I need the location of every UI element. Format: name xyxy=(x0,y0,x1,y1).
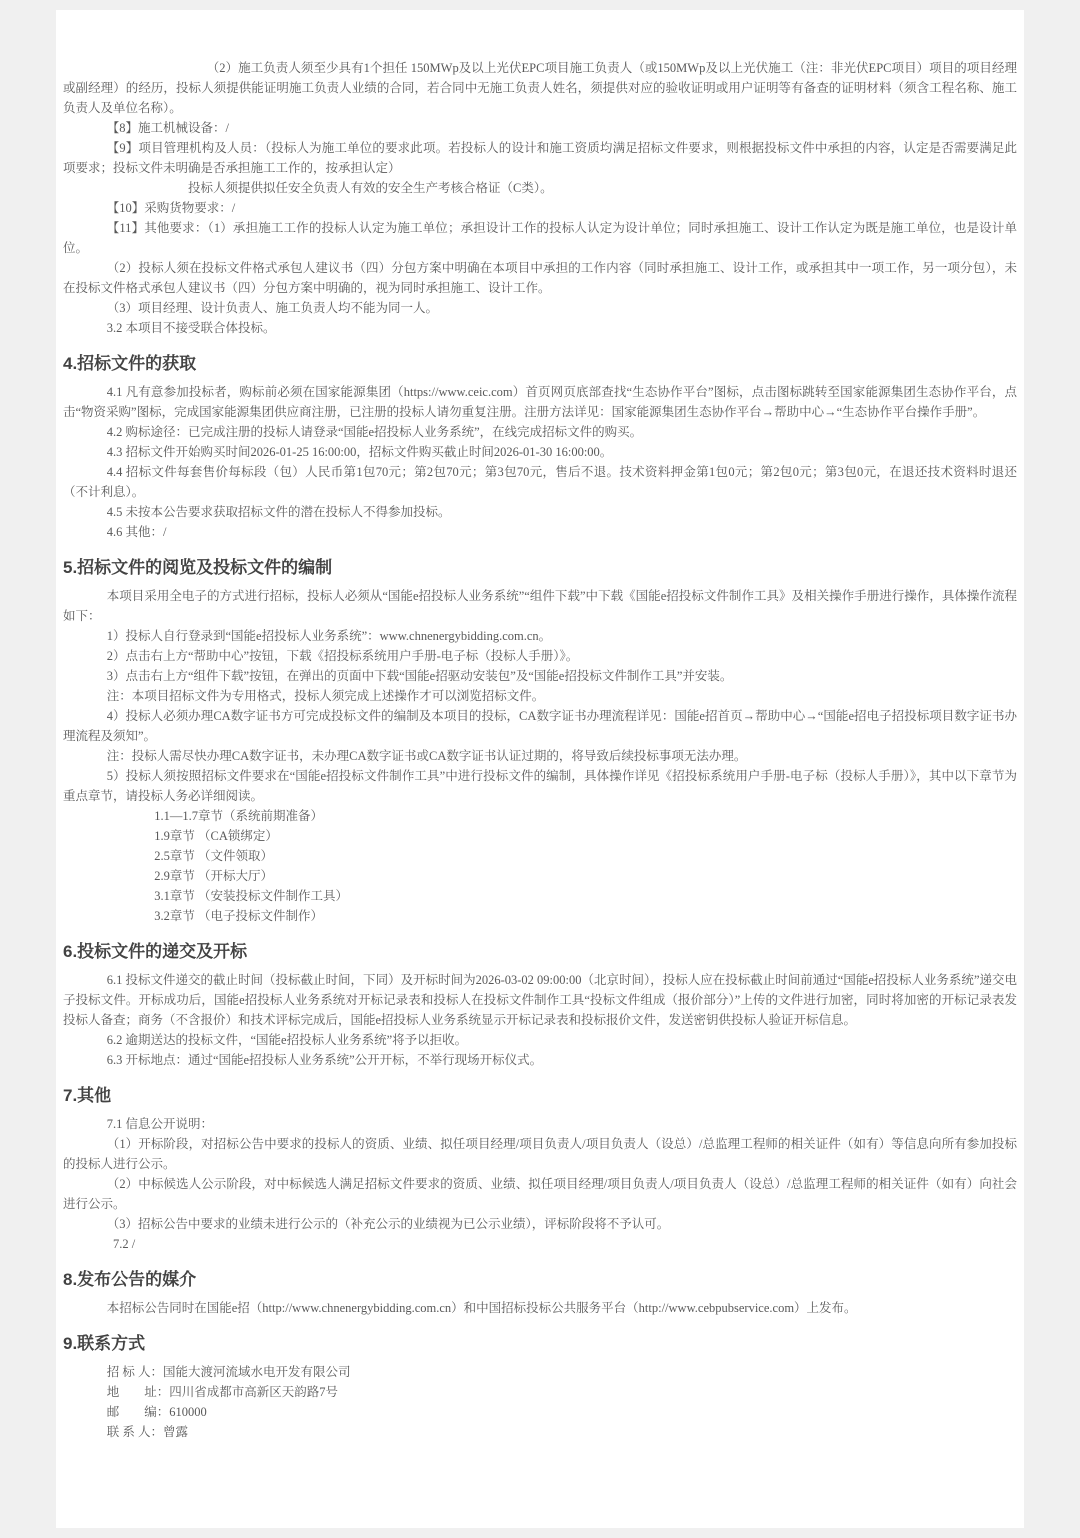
paragraph: 4.3 招标文件开始购买时间2026-01-25 16:00:00，招标文件购买截止时间2026-01-30 16:00:00。 xyxy=(106,445,613,459)
paragraph: 联 系 人：曾露 xyxy=(106,1425,189,1439)
paragraph: 6.2 逾期送达的投标文件，“国能e招投标人业务系统”将予以拒收。 xyxy=(106,1033,468,1047)
paragraph: （2）中标候选人公示阶段，对中标候选人满足招标文件要求的资质、业绩、拟任项目经理/项目负责人/项目负责人（设总）/总监理工程师的相关证件（如有）向社会进行公示。 xyxy=(63,1177,1017,1211)
paragraph: 4.1 凡有意参加投标者，购标前必须在国家能源集团（https://www.ceic.com）首页网页底部查找“生态协作平台”图标，点击图标跳转至国家能源集团生态协作平台，点击“物资采购”图标，完成国家能源集团供应商注册，已注册的投标人请勿重复注册。注册方法详见：国家能源集团生态协作平台→帮助中心→“生态协作平台操作手册”。 xyxy=(63,385,1017,419)
paragraph: 邮 编：610000 xyxy=(106,1405,207,1419)
section-heading: 6.投标文件的递交及开标 xyxy=(63,942,248,961)
paragraph: 4）投标人必须办理CA数字证书方可完成投标文件的编制及本项目的投标，CA数字证书办理流程详见：国能e招首页→帮助中心→“国能e招电子招投标项目数字证书办理流程及须知”。 xyxy=(63,709,1017,743)
paragraph: （3）招标公告中要求的业绩未进行公示的（补充公示的业绩视为已公示业绩），评标阶段将不予认可。 xyxy=(106,1217,670,1231)
paragraph: 4.5 未按本公告要求获取招标文件的潜在投标人不得参加投标。 xyxy=(106,505,451,519)
paragraph: （3）项目经理、设计负责人、施工负责人均不能为同一人。 xyxy=(106,301,439,315)
paragraph: 5）投标人须按照招标文件要求在“国能e招投标文件制作工具”中进行投标文件的编制，具体操作详见《招投标系统用户手册-电子标（投标人手册）》，其中以下章节为重点章节，请投标人务必详细阅读。 xyxy=(63,769,1017,803)
paragraph: 2.9章节 （开标大厅） xyxy=(154,869,274,883)
paragraph: （2）施工负责人须至少具有1个担任 150MWp及以上光伏EPC项目施工负责人（或150MWp及以上光伏施工（注：非光伏EPC项目）项目的项目经理或副经理）的经历，投标人须提供能证明施工负责人业绩的合同，若合同中无施工负责人姓名，须提供对应的验收证明或用户证明等有备查的证明材料（须含工程名称、施工负责人及单位名称）。 xyxy=(63,61,1017,115)
paragraph: 2.5章节 （文件领取） xyxy=(154,849,274,863)
section-heading: 9.联系方式 xyxy=(63,1334,146,1353)
paragraph: 【8】施工机械设备：/ xyxy=(106,121,229,135)
paragraph: （2）投标人须在投标文件格式承包人建议书（四）分包方案中明确在本项目中承担的工作内容（同时承担施工、设计工作，或承担其中一项工作，另一项分包），未在投标文件格式承包人建议书（四）分包方案中明确的，视为同时承担施工、设计工作。 xyxy=(63,261,1017,295)
section-heading: 8.发布公告的媒介 xyxy=(63,1270,197,1289)
paragraph: 投标人须提供拟任安全负责人有效的安全生产考核合格证（C类）。 xyxy=(188,181,553,195)
paragraph: 7.1 信息公开说明： xyxy=(106,1117,214,1131)
paragraph: 6.3 开标地点：通过“国能e招投标人业务系统”公开开标，不举行现场开标仪式。 xyxy=(106,1053,543,1067)
document-body xyxy=(63,58,1017,1442)
paragraph: 注：投标人需尽快办理CA数字证书，未办理CA数字证书或CA数字证书认证过期的，将导致后续投标事项无法办理。 xyxy=(106,749,747,763)
paragraph: 招 标 人：国能大渡河流域水电开发有限公司 xyxy=(106,1365,351,1379)
paragraph: 【11】其他要求：（1）承担施工工作的投标人认定为施工单位；承担设计工作的投标人认定为设计单位；同时承担施工、设计工作认定为既是施工单位，也是设计单位。 xyxy=(63,221,1017,255)
paragraph: 【9】项目管理机构及人员：（投标人为施工单位的要求此项。若投标人的设计和施工资质均满足招标文件要求，则根据投标文件中承担的内容，认定是否需要满足此项要求；投标文件未明确是否承担施工工作的，按承担认定） xyxy=(63,141,1017,175)
paragraph: 3.1章节 （安装投标文件制作工具） xyxy=(154,889,349,903)
document-page xyxy=(56,10,1024,1528)
paragraph: （1）开标阶段，对招标公告中要求的投标人的资质、业绩、拟任项目经理/项目负责人/项目负责人（设总）/总监理工程师的相关证件（如有）等信息向所有参加投标的投标人进行公示。 xyxy=(63,1137,1017,1171)
paragraph: 4.4 招标文件每套售价每标段（包）人民币第1包70元；第2包70元；第3包70元，售后不退。技术资料押金第1包0元；第2包0元；第3包0元，在退还技术资料时退还（不计利息）。 xyxy=(63,465,1017,499)
section-heading: 5.招标文件的阅览及投标文件的编制 xyxy=(63,558,333,577)
paragraph: 4.6 其他：/ xyxy=(106,525,167,539)
paragraph: 1.9章节 （CA锁绑定） xyxy=(154,829,278,843)
paragraph: 4.2 购标途径：已完成注册的投标人请登录“国能e招投标人业务系统”，在线完成招标文件的购买。 xyxy=(106,425,643,439)
paragraph: 注：本项目招标文件为专用格式，投标人须完成上述操作才可以浏览招标文件。 xyxy=(106,689,545,703)
paragraph: 1.1—1.7章节（系统前期准备） xyxy=(154,809,324,823)
paragraph: 本招标公告同时在国能e招（http://www.chnenergybidding.com.cn）和中国招标投标公共服务平台（http://www.cebpubservice.com）上发布。 xyxy=(106,1301,857,1315)
paragraph: 1）投标人自行登录到“国能e招投标人业务系统”：www.chnenergybidding.com.cn。 xyxy=(106,629,552,643)
paragraph: 地 址：四川省成都市高新区天韵路7号 xyxy=(106,1385,339,1399)
paragraph: 【10】采购货物要求：/ xyxy=(106,201,236,215)
paragraph: 6.1 投标文件递交的截止时间（投标截止时间，下同）及开标时间为2026-03-02 09:00:00（北京时间），投标人应在投标截止时间前通过“国能e招投标人业务系统”递交电子投标文件。开标成功后，国能e招投标人业务系统对开标记录表和投标人在投标文件制作工具“投标文件组成（报价部分）”上传的文件进行加密，同时将加密的开标记录表发投标人备查；商务（不含报价）和技术评标完成后，国能e招投标人业务系统显示开标记录表和投标报价文件，发送密钥供投标人验证开标信息。 xyxy=(63,973,1017,1027)
paragraph: 3.2 本项目不接受联合体投标。 xyxy=(106,321,276,335)
paragraph: 2）点击右上方“帮助中心”按钮，下载《招投标系统用户手册-电子标（投标人手册）》。 xyxy=(106,649,579,663)
paragraph: 3）点击右上方“组件下载”按钮，在弹出的页面中下载“国能e招驱动安装包”及“国能e招投标文件制作工具”并安装。 xyxy=(106,669,733,683)
paragraph: 7.2 / xyxy=(113,1237,136,1251)
paragraph: 本项目采用全电子的方式进行招标，投标人必须从“国能e招投标人业务系统”“组件下载”中下载《国能e招投标文件制作工具》及相关操作手册进行操作，具体操作流程如下： xyxy=(63,589,1017,623)
paragraph: 3.2章节 （电子投标文件制作） xyxy=(154,909,324,923)
section-heading: 7.其他 xyxy=(63,1086,112,1105)
section-heading: 4.招标文件的获取 xyxy=(63,354,197,373)
